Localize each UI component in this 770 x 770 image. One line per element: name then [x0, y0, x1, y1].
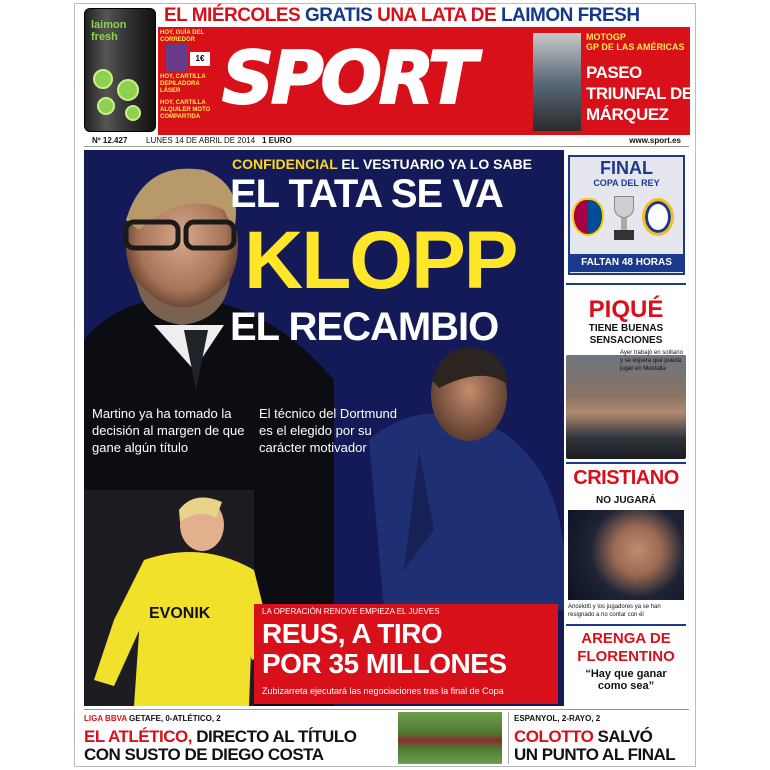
final-subtitle: COPA DEL REY: [593, 178, 660, 188]
promo-gratis: GRATIS: [304, 5, 373, 26]
price-badge: 1€: [190, 52, 210, 66]
cristiano-subtitle: NO JUGARÁ: [595, 495, 656, 506]
lead-headline-klopp: KLOPP: [244, 215, 517, 306]
side-promo-2: HOY, CARTILLA DEPILADORA LÁSER: [160, 74, 206, 94]
lead-headline-3: EL RECAMBIO: [230, 305, 499, 349]
lead-kicker: CONFIDENCIAL EL VESTUARIO YA LO SABE: [232, 156, 533, 172]
pique-divider: [566, 283, 686, 285]
side-promo-3: HOY, CARTILLA ALQUILER MOTO COMPARTIDA: [160, 100, 211, 120]
colotto-kicker: ESPANYOL, 2-RAYO, 2: [514, 714, 601, 723]
can-image: [84, 8, 156, 132]
reus-sub: Zubizarreta ejecutará las negociaciones tras la final de Copa: [262, 686, 504, 696]
motogp-kicker: MOTOGP GP DE LAS AMÉRICAS: [586, 32, 685, 52]
arenga-divider: [566, 624, 686, 626]
motogp-photo: [533, 33, 581, 131]
lead-headline-1: EL TATA SE VA: [230, 172, 503, 216]
arenga-title: ARENGA DE FLORENTINO: [577, 630, 675, 665]
side-promo-1: HOY, GUÍA DEL CORREDOR: [160, 30, 205, 43]
lead-blurb-right: El técnico del Dortmund es el elegido por su carácter motivador: [259, 406, 398, 455]
bottom-separator: [508, 712, 509, 764]
promo-brand: LAIMON FRESH: [500, 5, 640, 26]
lime-icon: [97, 97, 115, 115]
sport-logo: SPORT: [222, 36, 475, 120]
atletico-headline: EL ATLÉTICO, DIRECTO AL TÍTULO CON SUSTO DE DIEGO COSTA: [84, 727, 357, 764]
motogp-headline: PASEO TRIUNFAL DE MÁRQUEZ: [586, 63, 693, 124]
can-brand: laimon fresh: [91, 19, 127, 43]
madrid-crest-icon: [642, 198, 674, 236]
pique-title: PIQUÉ: [588, 296, 664, 323]
cristiano-divider: [566, 462, 686, 464]
trophy-icon: [612, 196, 636, 246]
lime-icon: [93, 69, 113, 89]
issue-date: LUNES 14 DE ABRIL DE 2014: [146, 136, 256, 145]
guide-cover-image: [166, 44, 188, 72]
dateline: [84, 135, 689, 147]
atletico-kicker: LIGA BBVA GETAFE, 0-ATLÉTICO, 2: [84, 714, 221, 723]
cristiano-photo: [568, 510, 684, 600]
final-title: FINAL: [600, 158, 653, 178]
reus-kicker: LA OPERACIÓN RENOVE EMPIEZA EL JUEVES: [262, 607, 440, 616]
atletico-photo: [398, 712, 502, 764]
pique-text: Ayer trabajó en solitario y se espera que pueda jugar en Mestalla: [620, 350, 683, 372]
bottom-divider: [84, 709, 689, 710]
site-url: www.sport.es: [629, 136, 681, 145]
final-countdown: FALTAN 48 HORAS: [570, 254, 683, 272]
barca-crest-icon: [572, 198, 604, 236]
arenga-quote: “Hay que ganar como sea”: [585, 668, 667, 692]
top-promo: EL MIÉRCOLES GRATIS UNA LATA DE LAIMON FRESH: [164, 5, 640, 26]
pique-subtitle: TIENE BUENAS SENSACIONES: [588, 323, 664, 346]
lime-icon: [125, 105, 141, 121]
issue-price: 1 EURO: [262, 136, 292, 145]
lime-icon: [117, 79, 139, 101]
reus-headline: REUS, A TIRO POR 35 MILLONES: [262, 618, 507, 679]
cristiano-text: Ancelotti y los jugadores ya se han resignado a no contar con él: [568, 604, 661, 618]
cristiano-title: CRISTIANO: [573, 467, 679, 489]
issue-number: Nº 12.427: [92, 136, 128, 145]
svg-text:EVONIK: EVONIK: [149, 605, 211, 622]
colotto-headline: COLOTTO SALVÓ UN PUNTO AL FINAL: [514, 727, 676, 764]
lead-blurb-left: Martino ya ha tomado la decisión al margen de que gane algún título: [92, 406, 245, 455]
